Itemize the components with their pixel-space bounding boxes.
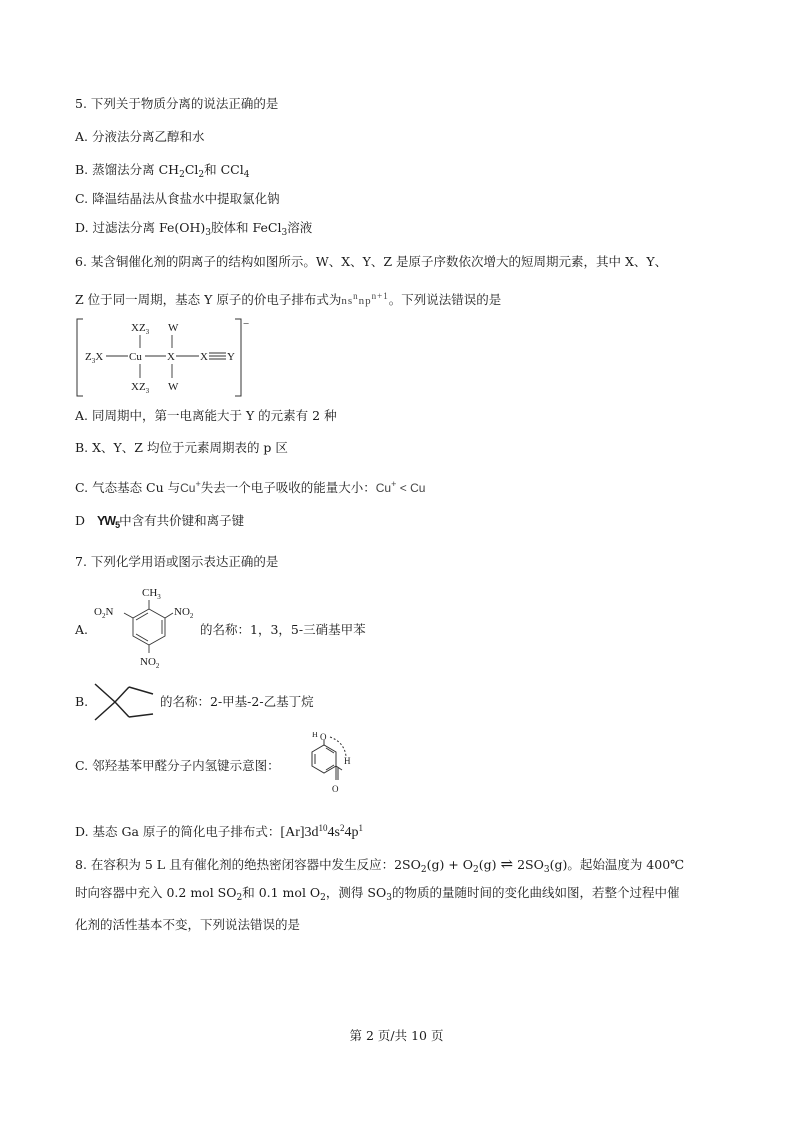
cu-ion: Cu+ (180, 479, 201, 495)
q5-option-c: C. 降温结晶法从食盐水中提取氯化钠 (75, 191, 280, 206)
copper-center: Cu (129, 351, 142, 363)
svg-text:NO2: $NO_2$ (174, 606, 194, 620)
svg-text:O: O (332, 784, 339, 794)
svg-text:NO2: $NO_2$ (140, 656, 160, 670)
q7-option-d: D. 基态 Ga 原子的简化电子排布式：$[Ar]3d^{10}4s^24p^1$ (75, 823, 363, 840)
top-right-w: W (168, 322, 179, 334)
q7-option-b-text: 的名称：2-甲基-2-乙基丁烷 (160, 694, 314, 709)
right-x: X (200, 351, 208, 363)
bottom-right-w: W (168, 381, 179, 393)
svg-text:H: H (312, 732, 318, 739)
skeletal-structure (93, 682, 155, 722)
equilibrium-arrow: ⇌ (500, 855, 514, 873)
ga-config: $[Ar]3d^{10}4s^24p^1$ (280, 823, 363, 840)
q8-line1: 8. 在容积为 5 L 且有催化剂的绝热密闭容器中发生反应：$2SO_2(g) + O_2(g)$ ⇌ $2SO_3(g)$。起始温度为 400℃ (75, 855, 685, 875)
q7-stem: 7. 下列化学用语或图示表达正确的是 (75, 554, 279, 569)
hydrogen-bond-diagram (298, 732, 360, 800)
q6-stem-line2: Z 位于同一周期，基态 Y 原子的价电子排布式为$ns^nnp^{n+1}$。下列说法错误的是 (75, 291, 502, 307)
left-z3x: $Z_3X$ (85, 351, 104, 365)
q7-option-c-text: C. 邻羟基苯甲醛分子内氢键示意图： (75, 758, 280, 773)
right-y: Y (227, 351, 235, 363)
q6-option-c: C. 气态基态 Cu 与Cu+失去一个电子吸收的能量大小：Cu+ < Cu (75, 479, 426, 495)
q5-option-a: A. 分液法分离乙醇和水 (75, 129, 205, 144)
q8-line3: 化剂的活性基本不变，下列说法错误的是 (75, 917, 301, 932)
q6-stem-line1: 6. 某含铜催化剂的阴离子的结构如图所示。W、X、Y、Z 是原子序数依次增大的短周期元素，其中 X、Y、 (75, 254, 668, 269)
trinitrotoluene-structure (92, 582, 202, 672)
q5-option-b: B. 蒸馏法分离 $CH_2Cl_2$和 CCl$_4$ (75, 162, 250, 180)
svg-text:CH3: $CH_3$ (142, 587, 161, 601)
q7-option-a-text: 的名称：1，3，5-三硝基甲苯 (200, 622, 366, 637)
svg-text:H: H (344, 756, 351, 766)
page-footer: 第 2 页/共 10 页 (349, 1028, 444, 1043)
yw5-formula: $YW_5$ (96, 514, 120, 530)
q6-option-d: D $YW_5$中含有共价键和离子键 (75, 513, 245, 530)
q5-option-d: D. 过滤法分离 $Fe(OH)_3$胶体和 FeCl$_3$溶液 (75, 220, 313, 238)
q5-stem: 5. 下列关于物质分离的说法正确的是 (75, 96, 279, 111)
bottom-left-xz3: $XZ_3$ (131, 381, 150, 395)
q6-option-b: B. X、Y、Z 均位于元素周期表的 p 区 (75, 440, 288, 455)
central-x: X (167, 351, 175, 363)
ionization-inequality: Cu+ < Cu (375, 479, 426, 495)
q6-anion-structure (75, 316, 260, 398)
valence-config: $ns^nnp^{n+1}$ (341, 291, 389, 307)
q8-line2: 时向容器中充入 0.2 mol $SO_2$和 0.1 mol $O_2$，测得 $SO_3$的物质的量随时间的变化曲线如图，若整个过程中催 (75, 885, 680, 903)
q6-option-a: A. 同周期中，第一电离能大于 Y 的元素有 2 种 (75, 408, 337, 423)
q7-option-a-label: A. (75, 622, 89, 637)
top-left-xz3: $XZ_3$ (131, 322, 150, 336)
q7-option-b-label: B. (75, 694, 89, 709)
svg-text:O: O (320, 732, 327, 742)
anion-charge: − (243, 318, 250, 330)
svg-text:O2N: $O_2N$ (94, 606, 114, 620)
